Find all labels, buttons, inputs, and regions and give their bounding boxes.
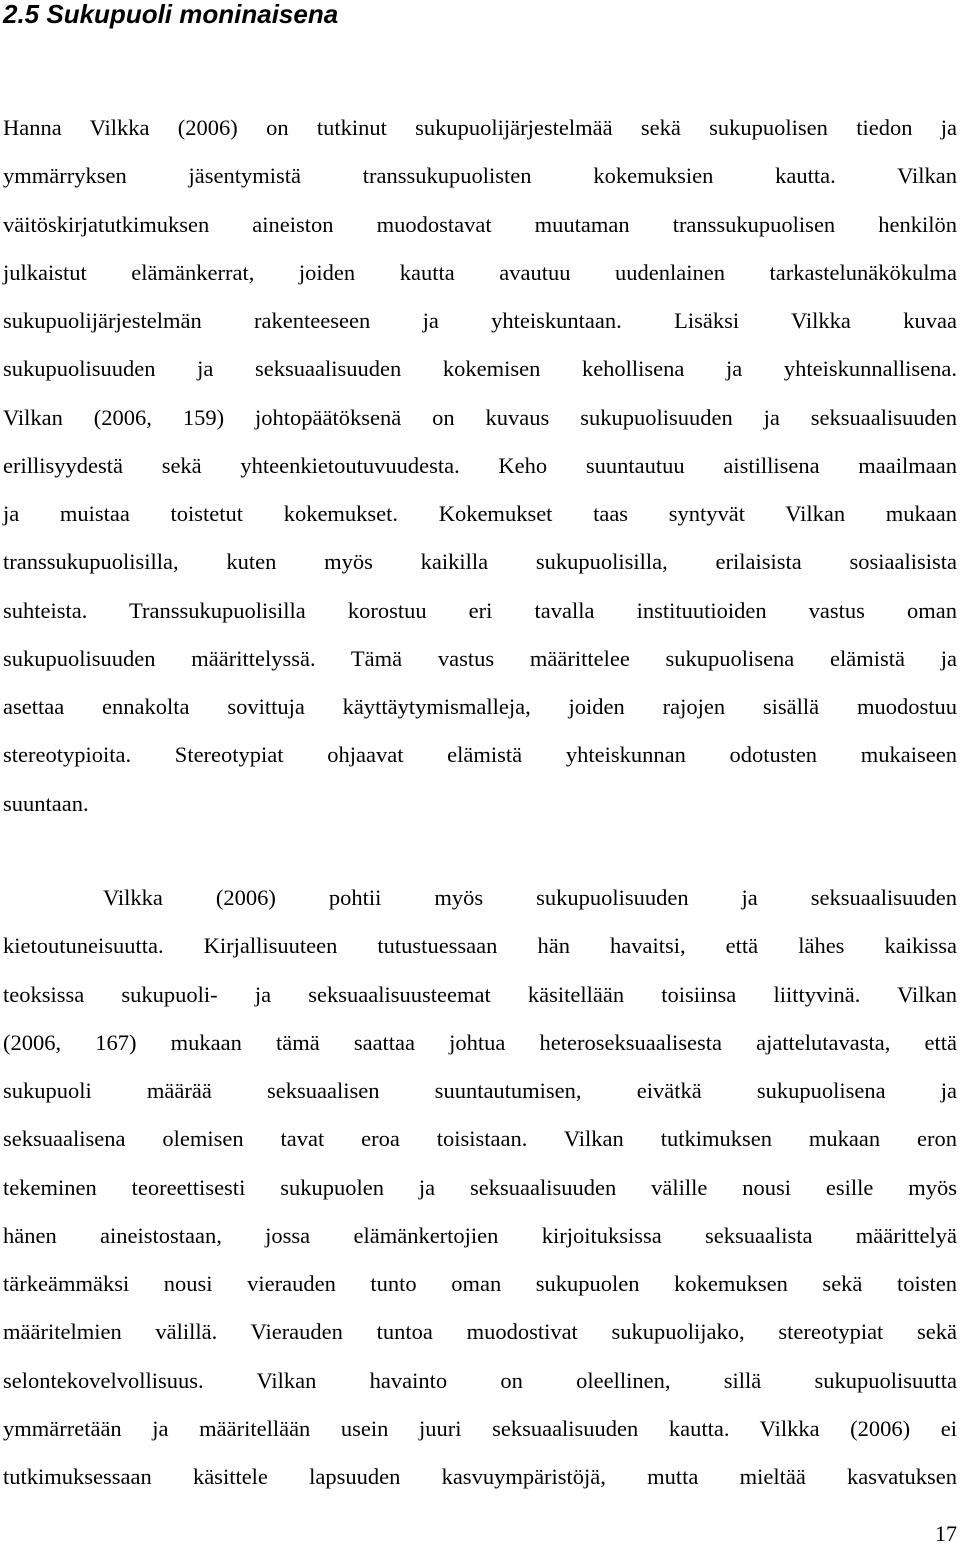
text-line: erillisyydestä sekä yhteenkietoutuvuudesta. Keho suuntautuu aistillisena maailmaan — [3, 452, 957, 478]
text-line: Vilkan (2006, 159) johtopäätöksenä on kuvaus sukupuolisuuden ja seksuaalisuuden — [3, 404, 957, 430]
text-line: teoksissa sukupuoli- ja seksuaalisuusteemat käsitellään toisiinsa liittyvinä. Vilkan — [3, 981, 957, 1007]
page-number: 17 — [935, 1521, 957, 1546]
text-line: (2006, 167) mukaan tämä saattaa johtua heteroseksuaalisesta ajattelutavasta, että — [3, 1029, 957, 1055]
paragraph-2 — [3, 874, 957, 1501]
text-line: ymmärretään ja määritellään usein juuri seksuaalisuuden kautta. Vilkka (2006) ei — [3, 1415, 957, 1441]
text-line: sukupuoli määrää seksuaalisen suuntautumisen, eivätkä sukupuolisena ja — [3, 1078, 957, 1103]
text-line: tekeminen teoreettisesti sukupuolen ja seksuaalisuuden välille nousi esille myös — [3, 1174, 957, 1200]
text-line: hänen aineistostaan, jossa elämänkertojien kirjoituksissa seksuaalista määrittelyä — [3, 1222, 957, 1248]
text-line: suuntaan. — [3, 790, 89, 816]
text-line: transsukupuolisilla, kuten myös kaikilla sukupuolisilla, erilaisista sosiaalisista — [3, 549, 957, 575]
text-line: väitöskirjatutkimuksen aineiston muodostavat muutaman transsukupuolisen henkilön — [3, 211, 957, 237]
text-line: tärkeämmäksi nousi vierauden tunto oman sukupuolen kokemuksen sekä toisten — [3, 1271, 957, 1296]
text-line: Hanna Vilkka (2006) on tutkinut sukupuolijärjestelmää sekä sukupuolisen tiedon ja — [3, 115, 957, 140]
text-line: kietoutuneisuutta. Kirjallisuuteen tutustuessaan hän havaitsi, että lähes kaikissa — [3, 933, 957, 959]
section-heading: 2.5 Sukupuoli moninaisena — [3, 0, 339, 29]
text-line: ymmärryksen jäsentymistä transsukupuolisten kokemuksien kautta. Vilkan — [3, 163, 957, 189]
text-line: stereotypioita. Stereotypiat ohjaavat elämistä yhteiskunnan odotusten mukaiseen — [3, 742, 957, 768]
text-line: selontekovelvollisuus. Vilkan havainto on oleellinen, sillä sukupuolisuutta — [3, 1367, 957, 1393]
text-line: sukupuolisuuden ja seksuaalisuuden kokemisen kehollisena ja yhteiskunnallisena. — [3, 356, 957, 382]
text-line: sukupuolijärjestelmän rakenteeseen ja yhteiskuntaan. Lisäksi Vilkka kuvaa — [3, 308, 957, 333]
text-line: seksuaalisena olemisen tavat eroa toisistaan. Vilkan tutkimuksen mukaan eron — [3, 1126, 957, 1152]
text-line: ja muistaa toistetut kokemukset. Kokemukset taas syntyvät Vilkan mukaan — [3, 501, 957, 526]
text-line: suhteista. Transsukupuolisilla korostuu eri tavalla instituutioiden vastus oman — [3, 597, 957, 623]
paragraph-1 — [3, 104, 957, 828]
text-line: tutkimuksessaan käsittele lapsuuden kasvuympäristöjä, mutta mieltää kasvatuksen — [3, 1464, 957, 1489]
text-line: asettaa ennakolta sovittuja käyttäytymismalleja, joiden rajojen sisällä muodostuu — [3, 694, 957, 719]
text-line: julkaistut elämänkerrat, joiden kautta avautuu uudenlainen tarkastelunäkökulma — [3, 259, 957, 285]
text-line: määritelmien välillä. Vierauden tuntoa muodostivat sukupuolijako, stereotypiat sekä — [3, 1319, 957, 1345]
text-line: Vilkka (2006) pohtii myös sukupuolisuuden ja seksuaalisuuden — [103, 885, 957, 910]
text-line: sukupuolisuuden määrittelyssä. Tämä vastus määrittelee sukupuolisena elämistä ja — [3, 645, 957, 671]
